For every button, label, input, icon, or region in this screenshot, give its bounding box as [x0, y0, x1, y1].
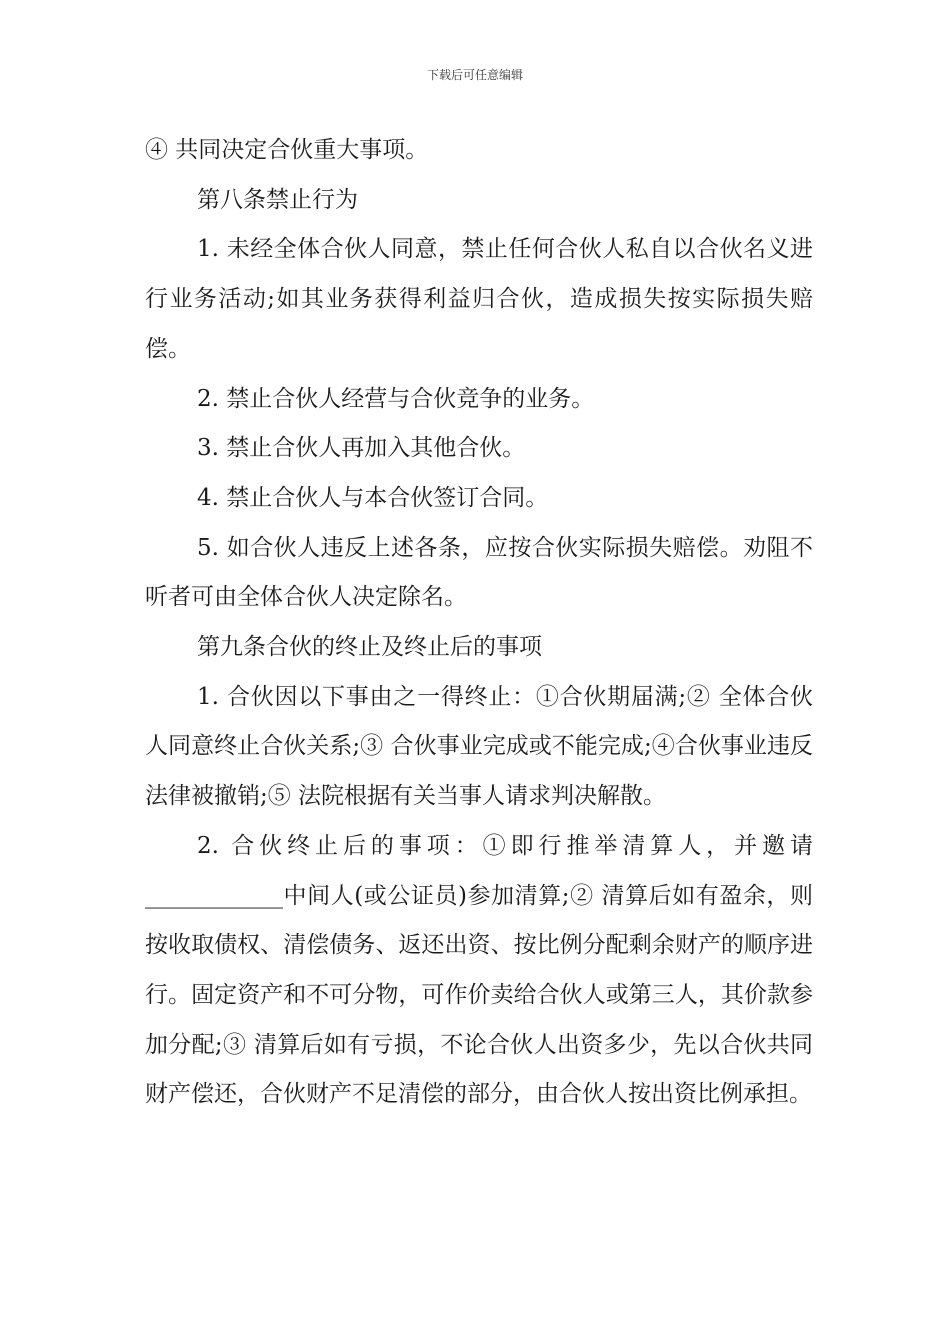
article-8-clause-4: 4. 禁止合伙人与本合伙签订合同。 [197, 484, 549, 511]
article-8-clause-1: 1. 未经全体合伙人同意，禁止任何合伙人私自以合伙名义进行业务活动;如其业务获得利益归合伙，造成损失按实际损失赔偿。 [145, 236, 813, 362]
article-8-heading: 第八条禁止行为 [197, 186, 358, 213]
article-9-clause-1: 1. 合伙因以下事由之一得终止：①合伙期届满;② 全体合伙人同意终止合伙关系;③ 合伙事业完成或不能完成;④合伙事业违反法律被撤销;⑤ 法院根据有关当事人请求判决解散。 [145, 683, 813, 810]
article-8-clause-3: 3. 禁止合伙人再加入其他合伙。 [197, 435, 526, 462]
article-8-clause-5: 5. 如合伙人违反上述各条，应按合伙实际损失赔偿。劝阻不听者可由全体合伙人决定除名。 [145, 534, 813, 611]
paragraph-item-4: ④ 共同决定合伙重大事项。 [145, 137, 429, 163]
article-9-clause-2: 2. 合伙终止后的事项：①即行推举清算人，并邀请____________中间人(或公证员)参加清算;② 清算后如有盈余，则按收取债权、清偿债务、返还出资、按比例分配剩余财产的顺序进行。固定资产和不可分物，可作价卖给合伙人或第三人，其价款参加分配;③ 清算后如有亏损，不论合伙人出资多少，先以合伙共同财产偿还，合伙财产不足清偿的部分，由合伙人按出资比例承担。 [145, 832, 813, 1108]
page-header-note: 下载后可任意编辑 [426, 68, 523, 82]
article-9-heading: 第九条合伙的终止及终止后的事项 [197, 634, 542, 661]
article-8-clause-2: 2. 禁止合伙人经营与合伙竞争的业务。 [197, 385, 595, 412]
document-body [145, 126, 813, 1120]
